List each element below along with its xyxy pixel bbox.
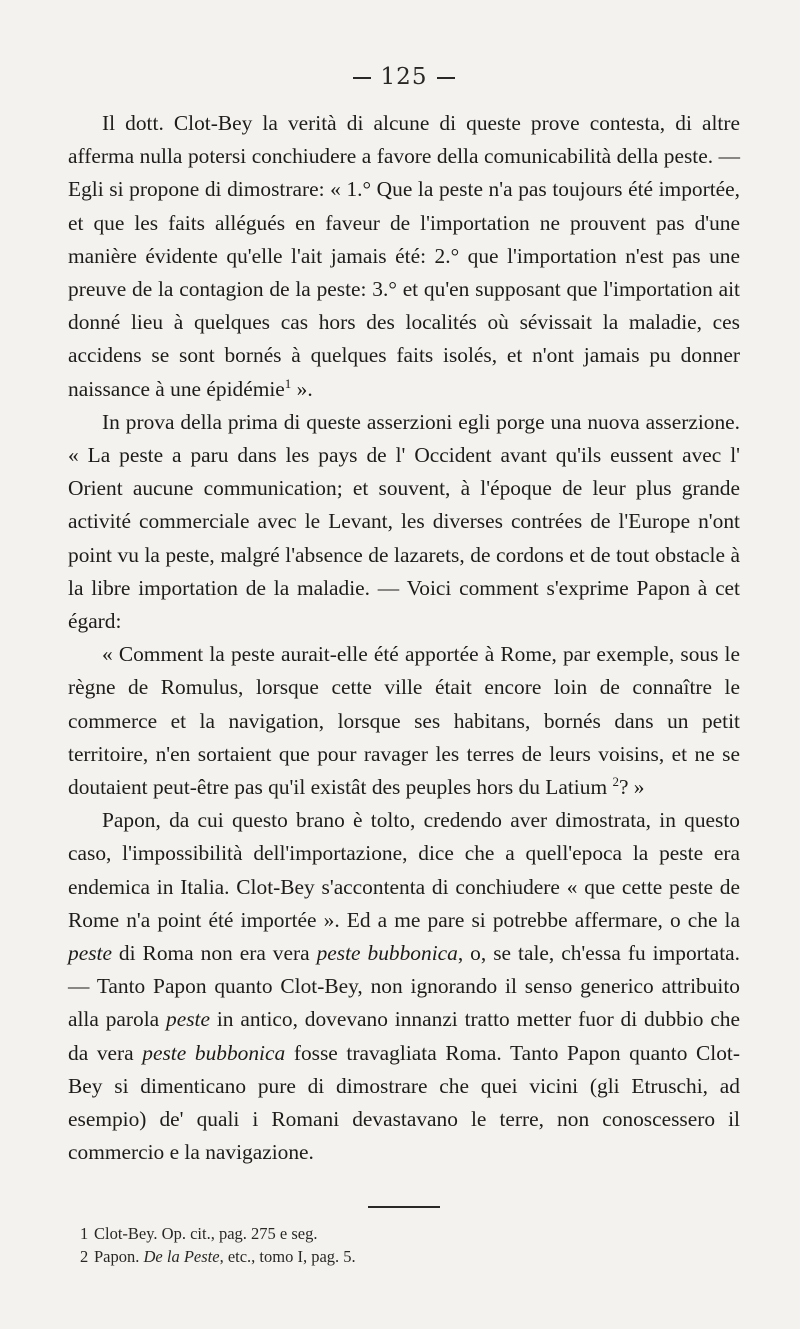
page-number-dash-right <box>437 77 455 79</box>
paragraph-3-end: ? » <box>618 775 645 800</box>
paragraph-1-end: ». <box>291 376 313 401</box>
paragraph-3-text: « Comment la peste aurait-elle été apportée à Rome, par exemple, sous le règne de Romulus, lorsque cette ville était encore loin de connaître le commerce et la navigation, lorsque ses habitans, bornés dans un petit territoire, n'en sortaient que pour ravager les terres de leurs voisins, et ne se doutaient peut-être pas qu'il existât des peuples hors du Latium <box>68 642 740 800</box>
footnote-ref-1: 1 <box>284 375 292 391</box>
page-number <box>68 66 740 89</box>
paragraph-4-text-1: Papon, da cui questo brano è tolto, credendo aver dimostrata, in questo caso, l'impossibilità dell'importazione, dice che a quell'epoca la peste era endemica in Italia. Clot-Bey s'accontenta di conchiudere « que cette peste de Rome n'a point été importée ». Ed a me pare si potrebbe affermare, o che la <box>68 808 740 932</box>
footnote-ref-2: 2 <box>612 773 619 789</box>
paragraph-1-text: Il dott. Clot-Bey la verità di alcune di queste prove contesta, di altre afferma nulla potersi conchiudere a favore della comunicabilità della peste. — Egli si propone di dimostrare: « 1.° Que la peste n'a pas toujours été importée, et que les faits allégués en faveur de l'importation ne prouvent pas d'une manière évidente qu'elle l'ait jamais été: 2.° que l'importation n'est pas une preuve de la contagion de la peste: 3.° et qu'en supposant que l'importation ait donné lieu à quelques cas hors des localités où sévissait la maladie, ces accidens se sont bornés à quelques faits isolés, et n'ont jamais pu donner naissance à une épidémie <box>68 111 740 401</box>
paragraph-4-text-2: di Roma non era vera <box>111 941 317 966</box>
page-number-dash-left <box>353 77 371 79</box>
paragraph-4 <box>68 804 740 1169</box>
footnote-divider <box>368 1206 440 1208</box>
paragraph-4-text-5: fosse travagliata Roma. Tanto Papon quanto Clot-Bey si dimenticano pure di dimostrare che quei vicini (gli Etruschi, ad esempio) de' quali i Romani devastavano le terre, non conoscessero il commercio e la navigazione. <box>68 1040 741 1165</box>
paragraph-2: In prova della prima di queste asserzioni egli porge una nuova asserzione. « La peste a paru dans les pays de l' Occident avant qu'ils eussent avec l' Orient aucune communication; et souvent, à l'époque de leur plus grande activité commerciale avec le Levant, les diverses contrées de l'Europe n'ont point vu la peste, malgré l'absence de lazarets, de cordons et de tout obstacle à la libre importation de la maladie. — Voici comment s'exprime Papon à cet égard: <box>68 409 740 634</box>
footnote-2-author: Papon. <box>94 1246 144 1266</box>
paragraph-4-text-3: , o, se tale, ch'essa fu importata. — Tanto Papon quanto Clot-Bey, non ignorando il senso generico attribuito alla parola <box>68 941 740 1032</box>
paragraph-4-text-4: in antico, dovevano innanzi tratto metter fuor di dubbio che da vera <box>68 1007 741 1065</box>
footnote-2-number: 2 <box>80 1246 89 1266</box>
book-page <box>68 66 740 1268</box>
footnote-2-rest: , etc., tomo I, pag. 5. <box>219 1246 356 1266</box>
footnote-1-text: Clot-Bey. Op. cit., pag. 275 e seg. <box>94 1223 318 1243</box>
paragraph-4-italic-1: peste <box>68 941 112 966</box>
paragraph-4-italic-2: peste bubbonica <box>316 941 458 966</box>
footnote-1-number: 1 <box>80 1223 89 1243</box>
page-number-value: 125 <box>380 64 428 90</box>
footnote-2-title: De la Peste <box>143 1246 220 1266</box>
paragraph-4-italic-4: peste bubbonica <box>142 1040 286 1065</box>
paragraph-4-italic-3: peste <box>166 1007 210 1032</box>
paragraph-3-quote <box>68 638 740 804</box>
paragraph-1 <box>68 107 740 406</box>
footnote-1 <box>80 1222 740 1245</box>
footnote-2 <box>80 1245 740 1268</box>
